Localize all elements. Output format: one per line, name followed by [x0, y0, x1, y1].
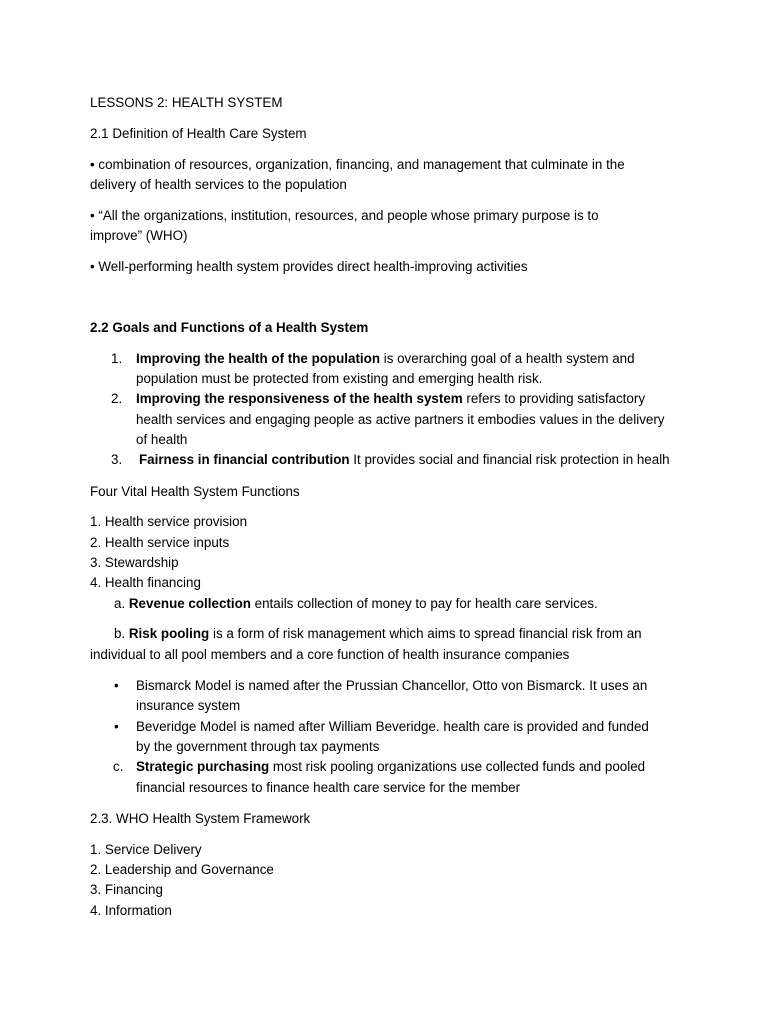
- bullet-icon: •: [114, 718, 119, 734]
- goal-item: 3. Fairness in financial contribution It provides social and financial risk protection in healh: [111, 452, 670, 468]
- function-item: 1. Health service provision: [90, 514, 248, 530]
- function-item: 2. Health service inputs: [90, 534, 230, 550]
- bullet-icon: •: [114, 678, 119, 694]
- goal-title: Fairness in financial contribution: [139, 452, 350, 468]
- definition-bullet: • Well-performing health system provides direct health-improving activities: [90, 259, 528, 275]
- financing-subitem-a: a. Revenue collection entails collection of money to pay for health care services.: [114, 595, 598, 611]
- functions-heading: Four Vital Health System Functions: [90, 483, 300, 499]
- definition-bullet: • combination of resources, organization, financing, and management that culminate in the delivery of health services to the population: [90, 157, 625, 193]
- financing-subitem-c: c. Strategic purchasing most risk pooling organizations use collected funds and pooled financial resources to finance health care service for the member: [113, 759, 646, 795]
- framework-item: 3. Financing: [90, 882, 163, 898]
- goal-item: 2. Improving the responsiveness of the health system refers to providing satisfactory health services and engaging people as active partners it embodies values in the delivery of health: [111, 391, 665, 448]
- section-2-2-heading: 2.2 Goals and Functions of a Health System: [90, 320, 369, 336]
- goal-title: Improving the responsiveness of the health system: [136, 391, 463, 407]
- model-item: • Beveridge Model is named after William Beveridge. health care is provided and funded by the government through tax payments: [114, 718, 649, 754]
- lesson-title: LESSONS 2: HEALTH SYSTEM: [90, 95, 283, 110]
- section-2-1-heading: 2.1 Definition of Health Care System: [90, 125, 307, 141]
- goal-title: Improving the health of the population: [136, 350, 380, 366]
- document-page: [90, 93, 690, 921]
- function-item: 4. Health financing: [90, 575, 201, 591]
- framework-item: 1. Service Delivery: [90, 841, 202, 857]
- section-2-3-heading: 2.3. WHO Health System Framework: [90, 810, 311, 826]
- framework-list: [90, 840, 690, 921]
- functions-list: [90, 512, 690, 613]
- goal-item: 1. Improving the health of the population is overarching goal of a health system and population must be protected from existing and emerging health risk.: [111, 350, 635, 387]
- models-list: [90, 676, 690, 798]
- framework-item: 2. Leadership and Governance: [90, 861, 274, 877]
- financing-subitem-b: b. Risk pooling is a form of risk management which aims to spread financial risk from an individual to all pool members and a core function of health insurance companies: [90, 626, 642, 662]
- function-item: 3. Stewardship: [90, 555, 179, 571]
- framework-item: 4. Information: [90, 902, 172, 918]
- definition-bullet: • “All the organizations, institution, resources, and people whose primary purpose is to improve” (WHO): [90, 208, 599, 244]
- goals-list: [90, 349, 690, 471]
- model-item: • Bismarck Model is named after the Prussian Chancellor, Otto von Bismarck. It uses an insurance system: [114, 678, 648, 714]
